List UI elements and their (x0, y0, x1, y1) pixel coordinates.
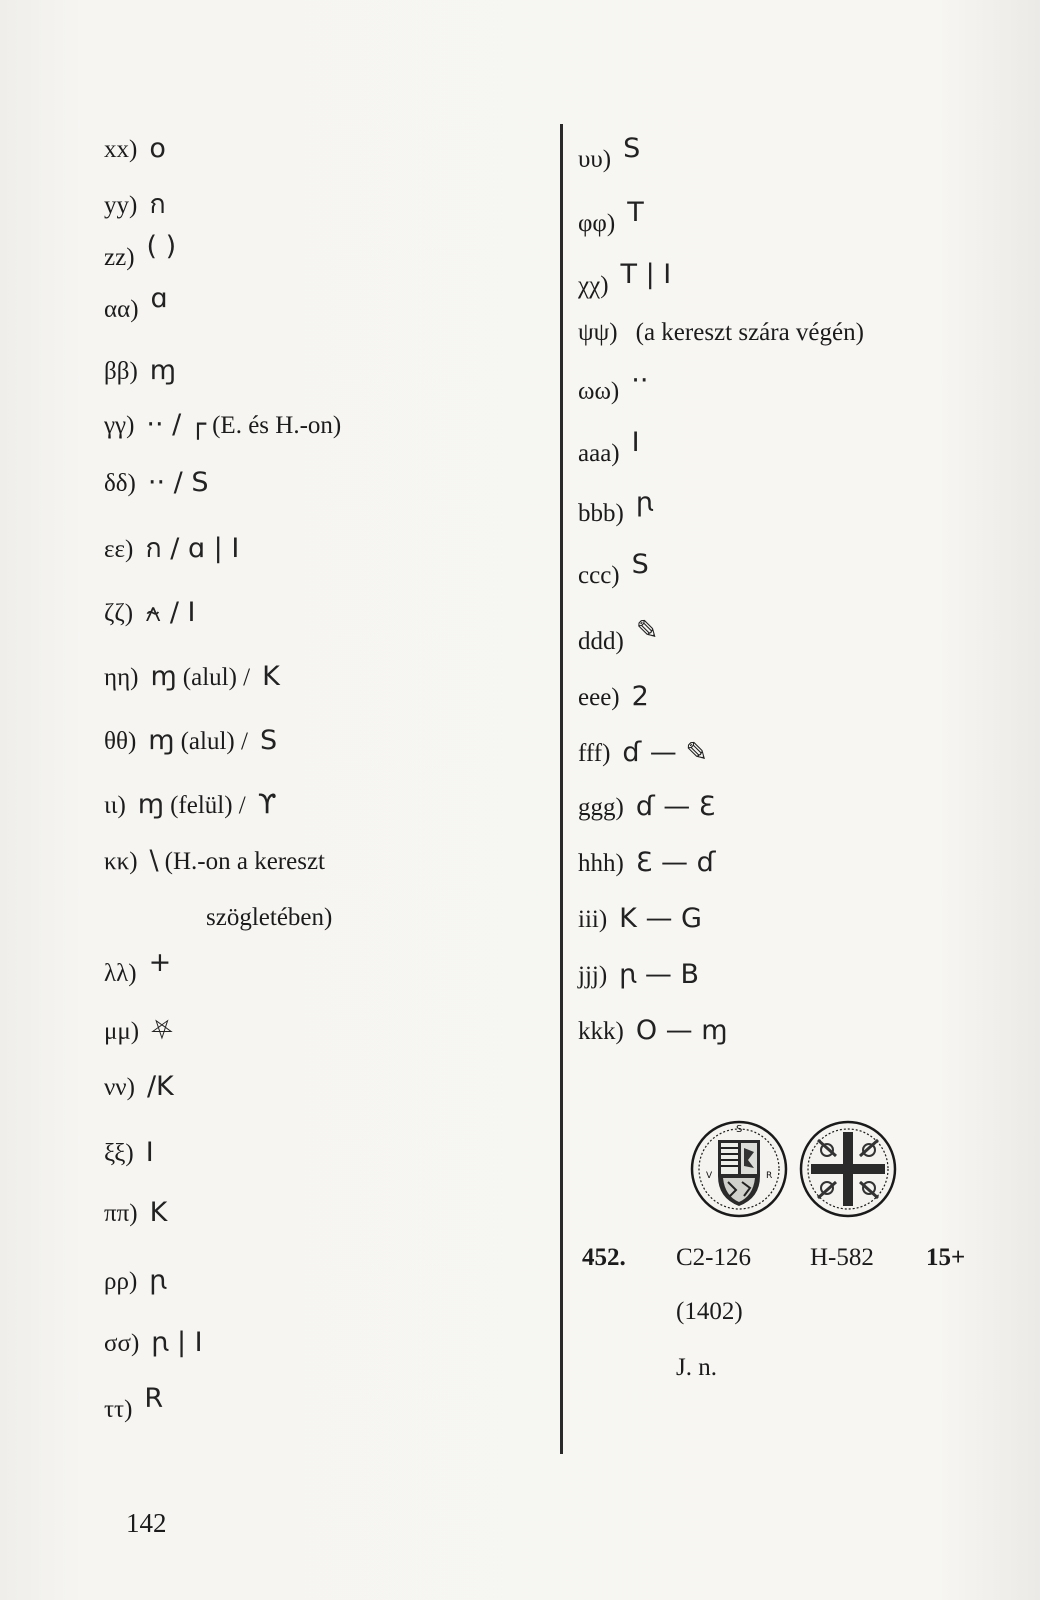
mint-mark-symbol: ɗ — Ɛ (635, 791, 716, 822)
entry-label: λλ) (104, 960, 137, 987)
entry-ggg (578, 792, 715, 823)
entry-label: ccc) (578, 562, 620, 589)
mint-mark-symbol: ก / ɑ | I (145, 533, 240, 564)
entry-delta (104, 468, 208, 499)
entry-label: iii) (578, 906, 608, 933)
entry-nu (104, 1072, 174, 1103)
entry-note: (alul) / (180, 728, 248, 755)
entry-iota (104, 790, 277, 821)
entry-label: ggg) (578, 794, 624, 821)
entry-label: ψψ) (578, 319, 618, 346)
entry-mu (104, 1016, 173, 1047)
entry-label: hhh) (578, 850, 624, 877)
page-number: 142 (126, 1508, 167, 1538)
mint-mark-symbol: o (149, 133, 166, 164)
entry-label: zz) (104, 244, 135, 271)
entry-rho (104, 1266, 166, 1297)
entry-alpha (104, 283, 168, 325)
entry-eee (578, 682, 649, 713)
entry-note: (H.-on a kereszt (164, 848, 325, 875)
entry-label: yy) (104, 192, 138, 219)
mint-mark-symbol: ꞃ (635, 487, 653, 518)
mint-mark-symbol: ⛧ (151, 1015, 173, 1046)
mint-mark-symbol: Ɛ — ɗ (635, 847, 716, 878)
mint-mark-symbol: R (144, 1383, 164, 1414)
entry-label: ββ) (104, 358, 138, 385)
mint-mark-symbol: ( ) (146, 231, 177, 262)
entry-chi (578, 259, 672, 301)
entry-label: κκ) (104, 848, 138, 875)
entry-xi (104, 1138, 154, 1169)
entry-yy (104, 190, 166, 221)
entry-label: jjj) (578, 962, 608, 989)
entry-label: bbb) (578, 500, 624, 527)
entry-kappa-continuation: szögletében) (206, 904, 333, 931)
mint-mark-symbol: ꞃ | I (151, 1327, 203, 1358)
entry-label: eee) (578, 684, 620, 711)
entry-beta (104, 356, 176, 387)
entry-hhh (578, 848, 715, 879)
entry-ddd (578, 615, 659, 657)
entry-kkk (578, 1016, 728, 1047)
entry-label: δδ) (104, 470, 136, 497)
mint-mark-symbol: ∕K (146, 1071, 174, 1102)
mint-mark-symbol: I (145, 1137, 154, 1168)
mint-mark-symbol: K (149, 1197, 168, 1228)
entry-label: μμ) (104, 1018, 140, 1045)
mint-mark-symbol: ɑ (150, 283, 168, 314)
entry-label: ωω) (578, 378, 620, 405)
entry-label: εε) (104, 536, 134, 563)
mint-mark-symbol: ·· (631, 365, 649, 396)
mint-mark-symbol: + (148, 947, 172, 978)
entry-kappa (104, 846, 325, 877)
entry-label: ddd) (578, 628, 624, 655)
entry-bbb (578, 487, 653, 529)
entry-tau (104, 1383, 164, 1425)
entry-sigma (104, 1328, 203, 1359)
entry-label: νν) (104, 1074, 135, 1101)
catalog-year: (1402) (676, 1298, 743, 1325)
entry-label: fff) (578, 740, 611, 767)
entry-label: ττ) (104, 1396, 133, 1423)
entry-label: ζζ) (104, 600, 134, 627)
entry-note: (a kereszt szára végén) (635, 319, 864, 346)
entry-label: χχ) (578, 272, 609, 299)
catalog-number: 452. (582, 1244, 626, 1271)
entry-label: σσ) (104, 1330, 140, 1357)
mint-mark-symbol: \ (149, 845, 159, 876)
mint-mark-symbol: S (631, 549, 649, 580)
entry-pi (104, 1198, 167, 1229)
entry-label: αα) (104, 296, 139, 323)
entry-lambda (104, 947, 172, 989)
entry-label: θθ) (104, 728, 137, 755)
entry-ccc (578, 549, 649, 591)
entry-note: (felül) / (170, 792, 246, 819)
entry-upsilon (578, 133, 641, 175)
column-divider (560, 124, 563, 1454)
catalog-issuer: J. n. (676, 1354, 717, 1381)
entry-label: aaa) (578, 440, 620, 467)
entry-note: (E. és H.-on) (212, 412, 342, 439)
mint-mark-symbol: ก (149, 189, 166, 220)
entry-omega (578, 365, 649, 407)
entry-label: xx) (104, 136, 138, 163)
entry-label: ιι) (104, 792, 126, 819)
mint-mark-symbol: 2 (631, 681, 649, 712)
rarity-value: 15+ (926, 1244, 966, 1271)
mint-mark-symbol: ꞃ — B (619, 959, 699, 990)
entry-eta (104, 662, 280, 693)
mint-mark-symbol: T | I (620, 259, 672, 290)
coin-letter-right: R (766, 1171, 773, 1181)
entry-label: ππ) (104, 1200, 138, 1227)
mint-mark-symbol: O — ɱ (635, 1015, 728, 1046)
coin-reverse (801, 1122, 895, 1216)
mint-mark-symbol-2: K (262, 661, 280, 692)
entry-label: γγ) (104, 412, 135, 439)
mint-mark-symbol: ɱ (150, 661, 177, 692)
mint-mark-symbol: I (631, 427, 640, 458)
mint-mark-symbol: ·· / S (147, 467, 209, 498)
catalog-ref-c2: C2-126 (676, 1244, 751, 1271)
entry-label: ξξ) (104, 1140, 134, 1167)
mint-mark-symbol: ⍲ / I (145, 597, 196, 628)
mint-mark-symbol: ɱ (148, 725, 175, 756)
entry-xx (104, 134, 166, 165)
mint-mark-symbol: K — G (619, 903, 702, 934)
mint-mark-symbol: T (627, 197, 644, 228)
entry-phi (578, 197, 644, 239)
coin-obverse (692, 1122, 786, 1216)
entry-theta (104, 726, 277, 757)
entry-zeta (104, 598, 195, 629)
mint-mark-symbol: ɗ — ✎ (622, 737, 708, 768)
coin-letter-top: S (736, 1124, 743, 1135)
mint-mark-symbol: ꞃ (149, 1265, 167, 1296)
entry-jjj (578, 960, 699, 991)
mint-mark-symbol: ·· / ┌ (146, 409, 207, 440)
entry-label: ηη) (104, 664, 139, 691)
mint-mark-symbol: S (623, 133, 641, 164)
entry-psi (578, 318, 864, 348)
mint-mark-symbol: ✎ (635, 615, 659, 646)
entry-aaa (578, 427, 640, 469)
catalog-ref-h: H-582 (810, 1244, 874, 1271)
coin-pair-image (690, 1118, 900, 1224)
entry-label: υυ) (578, 146, 612, 173)
entry-gamma (104, 410, 341, 441)
mint-mark-symbol-2: S (259, 725, 278, 756)
entry-label: kkk) (578, 1018, 624, 1045)
entry-note: (alul) / (182, 664, 251, 691)
mint-mark-symbol-2: ϒ (257, 789, 277, 820)
entry-label: ρρ) (104, 1268, 138, 1295)
mint-mark-symbol: ɱ (137, 789, 165, 820)
entry-zz (104, 231, 177, 273)
mint-mark-symbol: ɱ (149, 355, 177, 386)
coin-illustrations (690, 1118, 900, 1229)
entry-label: φφ) (578, 210, 616, 237)
entry-fff (578, 738, 708, 769)
coin-letter-left: V (706, 1171, 713, 1181)
entry-iii (578, 904, 702, 935)
entry-epsilon (104, 534, 239, 565)
